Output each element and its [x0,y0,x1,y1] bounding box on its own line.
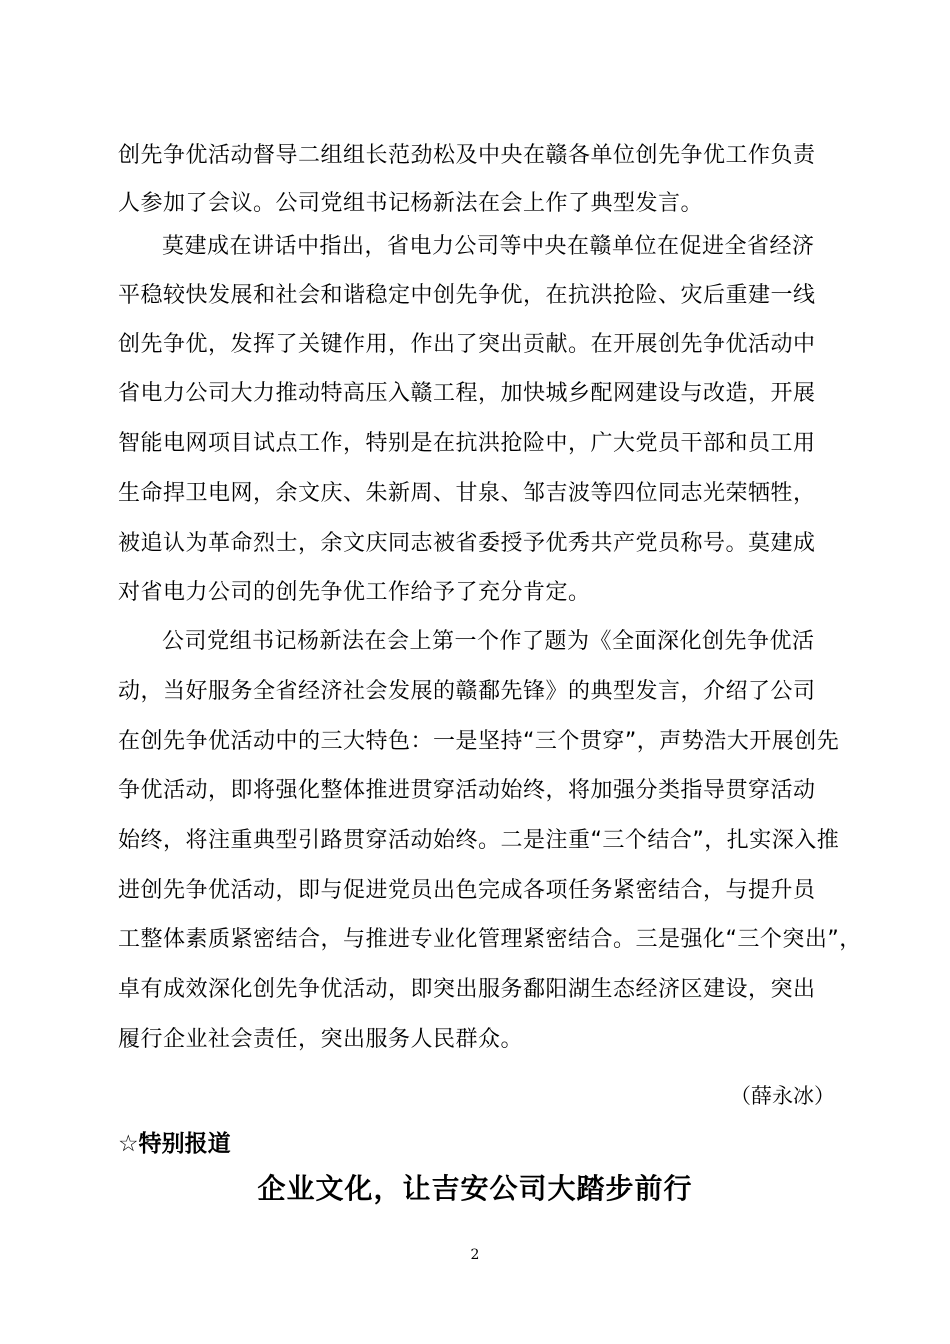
paragraph-2-line-6: 生命捍卫电网，余文庆、朱新周、甘泉、邹吉波等四位同志光荣牺牲， [118,481,816,506]
section-heading: ☆特别报道 [118,1131,231,1157]
paragraph-2-line-3: 创先争优，发挥了关键作用，作出了突出贡献。在开展创先争优活动中 [118,332,816,357]
paragraph-2-line-4: 省电力公司大力推动特高压入赣工程，加快城乡配网建设与改造，开展 [118,381,816,406]
paragraph-3-line-2: 动，当好服务全省经济社会发展的赣鄱先锋》的典型发言，介绍了公司 [118,679,816,704]
paragraph-3-line-9: 履行企业社会责任，突出服务人民群众。 [118,1027,524,1052]
paragraph-3-line-7: 工整体素质紧密结合，与推进专业化管理紧密结合。三是强化“三个突出”， [118,927,862,952]
paragraph-2-line-7: 被追认为革命烈士，余文庆同志被省委授予优秀共产党员称号。莫建成 [118,531,816,556]
author-attribution: （薛永冰） [730,1084,835,1108]
paragraph-3-line-8: 卓有成效深化创先争优活动，即突出服务鄱阳湖生态经济区建设，突出 [118,977,816,1002]
paragraph-1-line-1: 创先争优活动督导二组组长范劲松及中央在赣各单位创先争优工作负责 [118,143,816,168]
paragraph-2-line-5: 智能电网项目试点工作，特别是在抗洪抢险中，广大党员干部和员工用 [118,431,816,456]
paragraph-3-line-3: 在创先争优活动中的三大特色：一是坚持“三个贯穿”，声势浩大开展创先 [118,729,840,754]
paragraph-2-line-2: 平稳较快发展和社会和谐稳定中创先争优，在抗洪抢险、灾后重建一线 [118,283,816,308]
paragraph-3-line-5: 始终，将注重典型引路贯穿活动始终。二是注重“三个结合”，扎实深入推 [118,828,840,853]
paragraph-2-line-1: 莫建成在讲话中指出，省电力公司等中央在赣单位在促进全省经济 [162,234,815,259]
paragraph-2-line-8: 对省电力公司的创先争优工作给予了充分肯定。 [118,580,591,605]
paragraph-3-line-1: 公司党组书记杨新法在会上第一个作了题为《全面深化创先争优活 [162,629,815,654]
paragraph-3-line-4: 争优活动，即将强化整体推进贯穿活动始终，将加强分类指导贯穿活动 [118,778,816,803]
page-number: 2 [470,1247,480,1263]
paragraph-3-line-6: 进创先争优活动，即与促进党员出色完成各项任务紧密结合，与提升员 [118,878,816,903]
paragraph-1-line-2: 人参加了会议。公司党组书记杨新法在会上作了典型发言。 [118,191,704,216]
article-title: 企业文化，让吉安公司大踏步前行 [257,1172,693,1205]
